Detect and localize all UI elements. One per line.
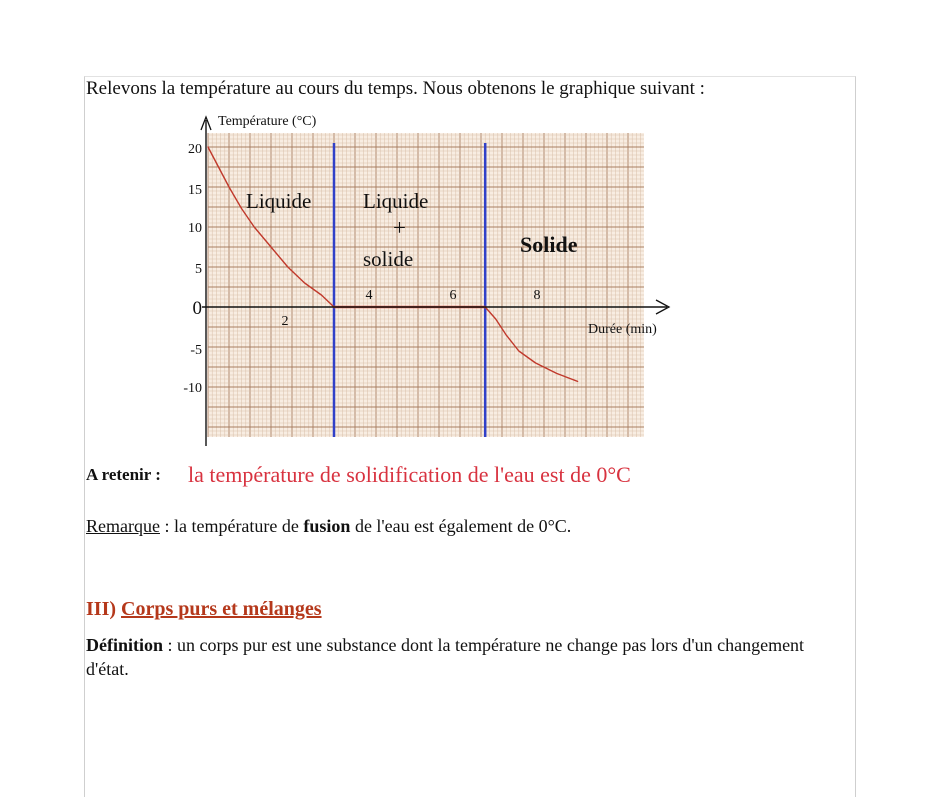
x-tick-label: 6 [449, 288, 457, 303]
definition-label: Définition [86, 635, 164, 655]
x-axis-title: Durée (min) [588, 322, 657, 337]
y-tick-label: 5 [195, 262, 202, 277]
x-tick-label: 4 [365, 288, 373, 303]
region-label-plus: + [393, 215, 406, 240]
x-tick-label: 2 [281, 314, 289, 329]
remarque: Remarque : la température de fusion de l'eau est également de 0°C. [86, 516, 572, 536]
remarque-label: Remarque [86, 516, 160, 536]
y-tick-label: 20 [188, 142, 202, 157]
y-tick-label: -10 [183, 381, 202, 396]
region-label-liquide: Liquide [246, 189, 312, 213]
x-tick-label: 8 [533, 288, 541, 303]
y-axis-title: Température (°C) [218, 114, 317, 129]
plot-background [208, 133, 644, 437]
section-heading: III) Corps purs et mélanges [86, 598, 322, 620]
intro-text: Relevons la température au cours du temps. Nous obtenons le graphique suivant : [86, 78, 705, 99]
region-label-solide-bottom: solide [363, 247, 414, 271]
y-tick-label: -5 [190, 343, 202, 358]
region-label-liquide-top: Liquide [363, 189, 429, 213]
y-tick-label: 0 [192, 298, 202, 319]
definition: Définition : un corps pur est une substance dont la température ne change pas lors d'un changement d'état. [86, 635, 805, 679]
y-tick-label: 10 [188, 221, 202, 236]
a-retenir-label: A retenir : [86, 465, 161, 484]
y-tick-label: 15 [188, 183, 202, 198]
region-label-solide: Solide [520, 232, 578, 257]
a-retenir-text: la température de solidification de l'eau est de 0°C [188, 462, 631, 487]
